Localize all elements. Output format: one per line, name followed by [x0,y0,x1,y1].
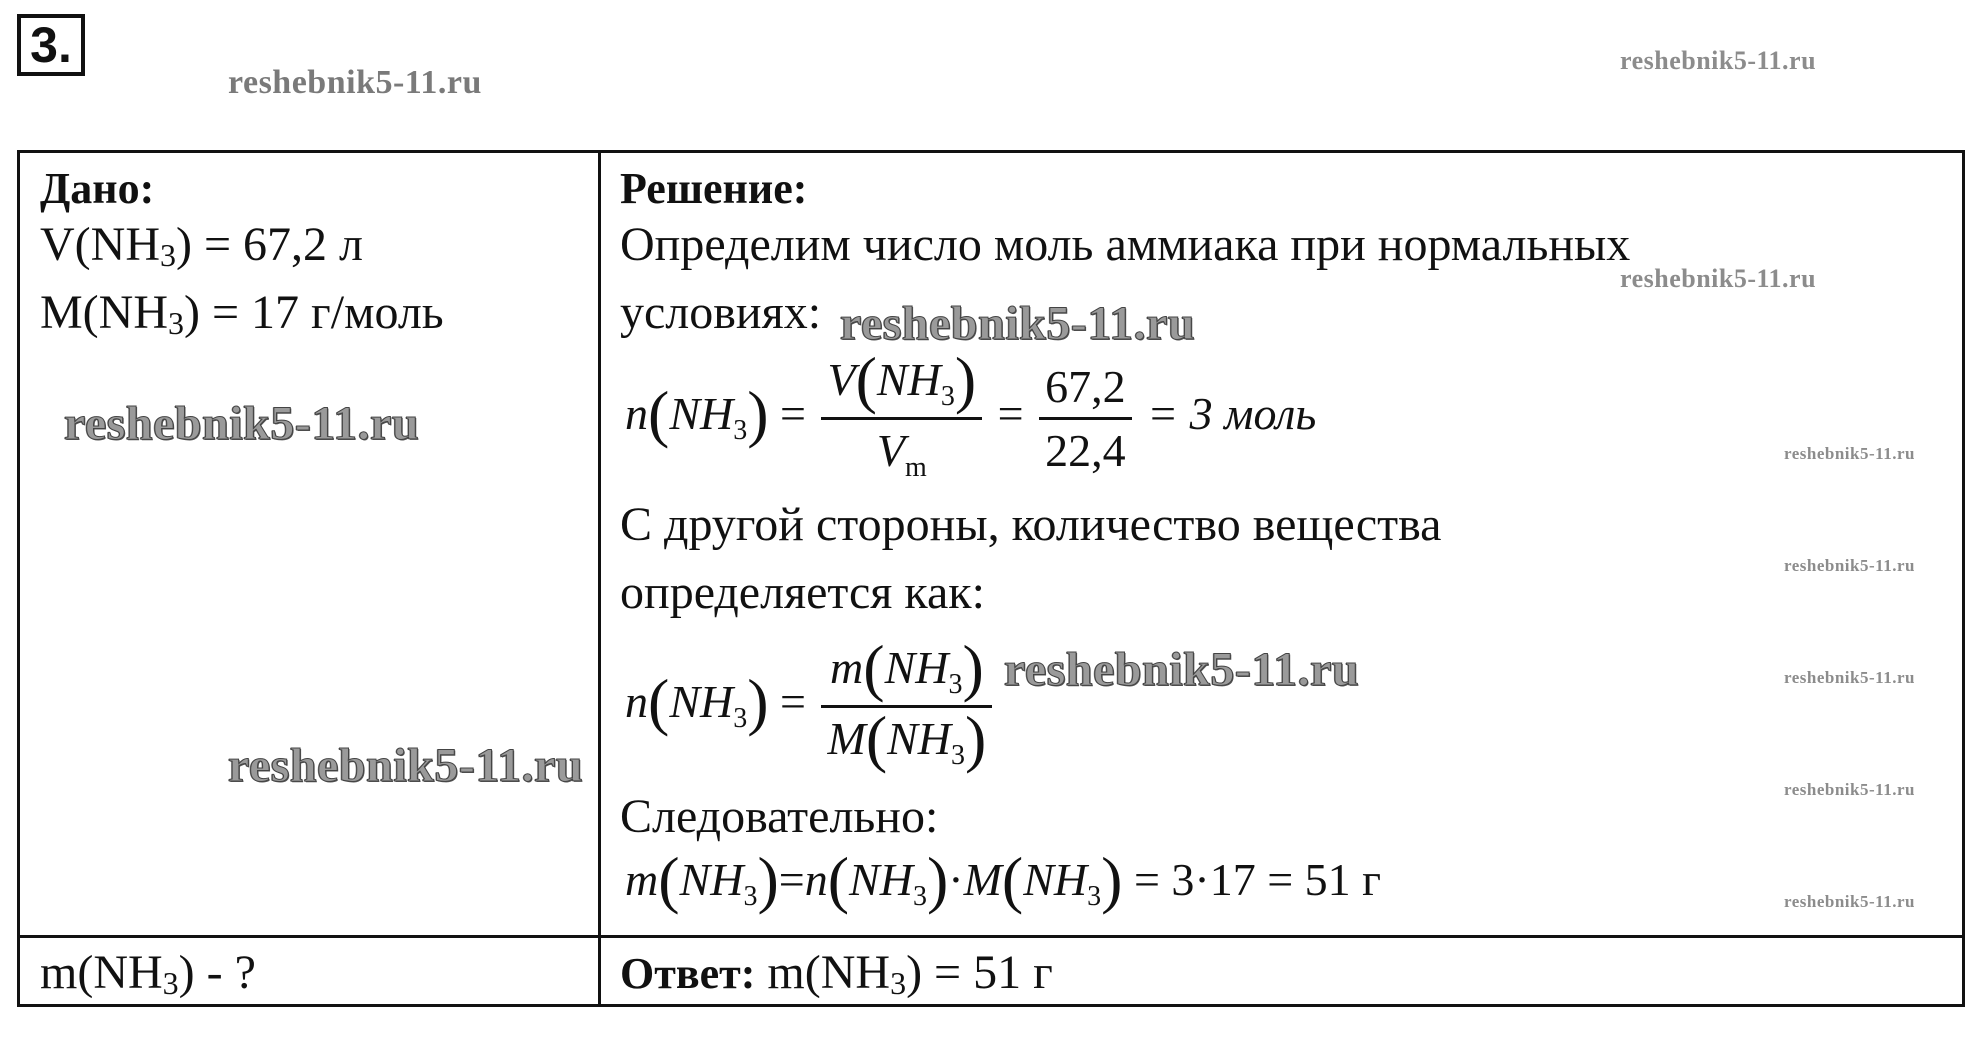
solution-text: Определим число моль аммиака при нормальных [620,218,1631,271]
watermark: reshebnik5-11.ru [1620,46,1817,75]
solution-text: Следовательно: [620,790,939,843]
answer: Ответ: $m(NH_3) = 51$ г [620,946,1053,1001]
watermark: reshebnik5-11.ru [1620,264,1817,293]
column-divider [598,153,601,1004]
watermark: reshebnik5-11.ru [228,64,482,101]
watermark: reshebnik5-11.ru [840,297,1196,350]
equation-moles-from-mass: $n(NH_3)$ = $\frac{m(NH_3)}{M(NH_3)}$ [625,641,996,772]
solution-text: С другой стороны, количество вещества [620,498,1442,551]
solution-text: условиях: [620,286,822,339]
solution-table [17,150,1965,1007]
given-volume: $V(NH_3) = 67,2$ л [40,218,363,273]
find-mass: $m(NH_3)$ - ? [40,946,256,1001]
watermark: reshebnik5-11.ru [1784,668,1915,687]
row-divider [20,935,1962,938]
equation-moles-from-volume: $n(NH_3)$ = $\frac{V(NH_3)}{V_m}$ = $\frac{67,2}{22,4}$ = 3 моль [625,344,1317,483]
watermark: reshebnik5-11.ru [1784,892,1915,911]
solution-text: определяется как: [620,566,985,619]
given-molar-mass: $M(NH_3) = 17$ г/моль [40,286,444,341]
equation-mass-result: $m(NH_3)=n(NH_3)\cdot M(NH_3) = 3\cdot 17 = 51$ г [625,844,1382,915]
watermark: reshebnik5-11.ru [1784,556,1915,575]
watermark: reshebnik5-11.ru [1004,643,1360,696]
watermark: reshebnik5-11.ru [64,397,420,450]
given-heading: Дано: [40,164,155,213]
watermark: reshebnik5-11.ru [1784,444,1915,463]
problem-number: 3. [17,14,85,76]
watermark: reshebnik5-11.ru [1784,780,1915,799]
solution-heading: Решение: [620,164,808,213]
watermark: reshebnik5-11.ru [228,739,584,792]
